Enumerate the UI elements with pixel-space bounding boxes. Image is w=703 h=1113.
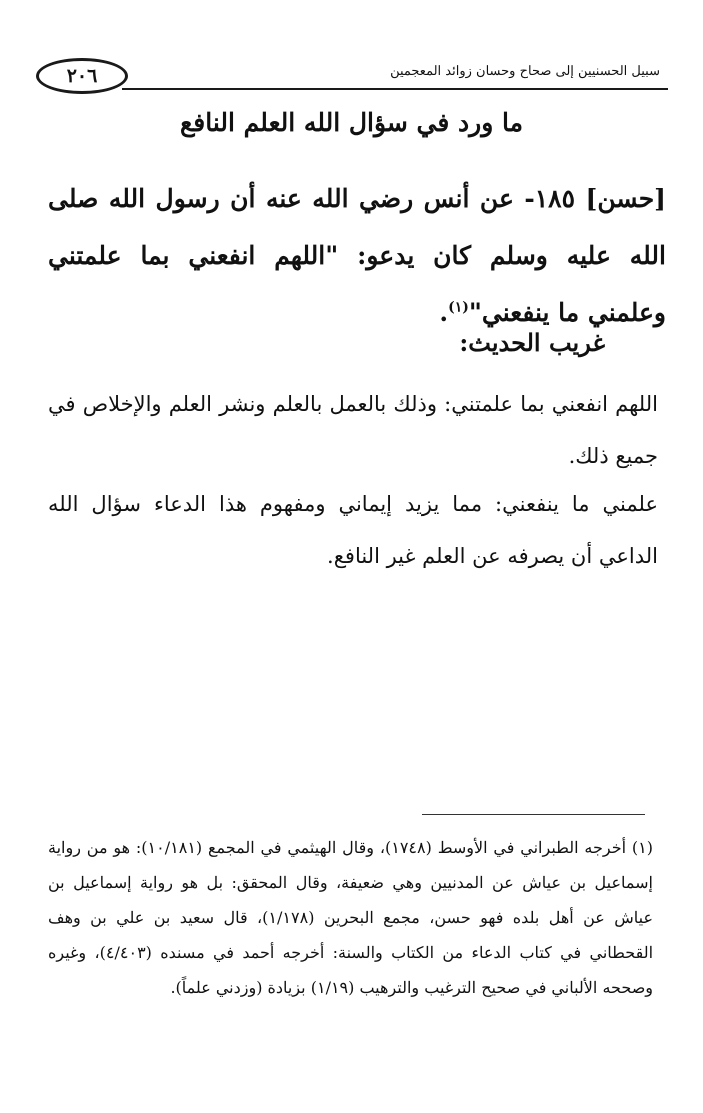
page-number: ٢٠٦ xyxy=(36,58,128,94)
hadith-text-block xyxy=(48,170,666,341)
footnote-text: (١) أخرجه الطبراني في الأوسط (١٧٤٨)، وقال الهيثمي في المجمع (١٠/١٨١): هو من رواية إسماعيل بن عياش عن المدنيين وهي ضعيفة، وقال المحقق: بل هو رواية إسماعيل بن عياش عن أهل بلده فهو حسن، مجمع البحرين (١/١٧٨)، قال سعيد بن علي بن وهف القحطاني في كتاب الدعاء من الكتاب والسنة: أخرجه أحمد في مسنده (٤/٤٠٣)، وغيره وصححه الألباني في صحيح الترغيب والترهيب (١/١٩) بزيادة (وزدني علماً). xyxy=(48,838,654,997)
hadith-end-mark: . xyxy=(439,298,449,327)
footnote-reference[interactable]: (١) xyxy=(448,299,469,316)
running-title: سبيل الحسنيين إلى صحاح وحسان زوائد المعجمين xyxy=(390,64,660,79)
header-rule xyxy=(122,88,668,90)
hadith-text: عن أنس رضي الله عنه أن رسول الله صلى الله عليه وسلم كان يدعو: "اللهم انفعني بما علمتني وعلمني ما ينفعني" xyxy=(48,184,666,327)
gharib-paragraph-1: اللهم انفعني بما علمتني: وذلك بالعمل بالعلم ونشر العلم والإخلاص في جميع ذلك. xyxy=(48,392,658,468)
footnote-separator xyxy=(422,814,645,815)
gharib-heading: غريب الحديث: xyxy=(459,328,605,357)
hadith-number: ١٨٥- xyxy=(513,184,576,213)
hadith-grade: [حسن] xyxy=(585,184,666,213)
gharib-paragraph-2: علمني ما ينفعني: مما يزيد إيماني ومفهوم هذا الدعاء سؤال الله الداعي أن يصرفه عن العلم غير النافع. xyxy=(48,492,658,568)
page-header xyxy=(30,50,668,90)
chapter-title: ما ورد في سؤال الله العلم النافع xyxy=(179,108,524,137)
